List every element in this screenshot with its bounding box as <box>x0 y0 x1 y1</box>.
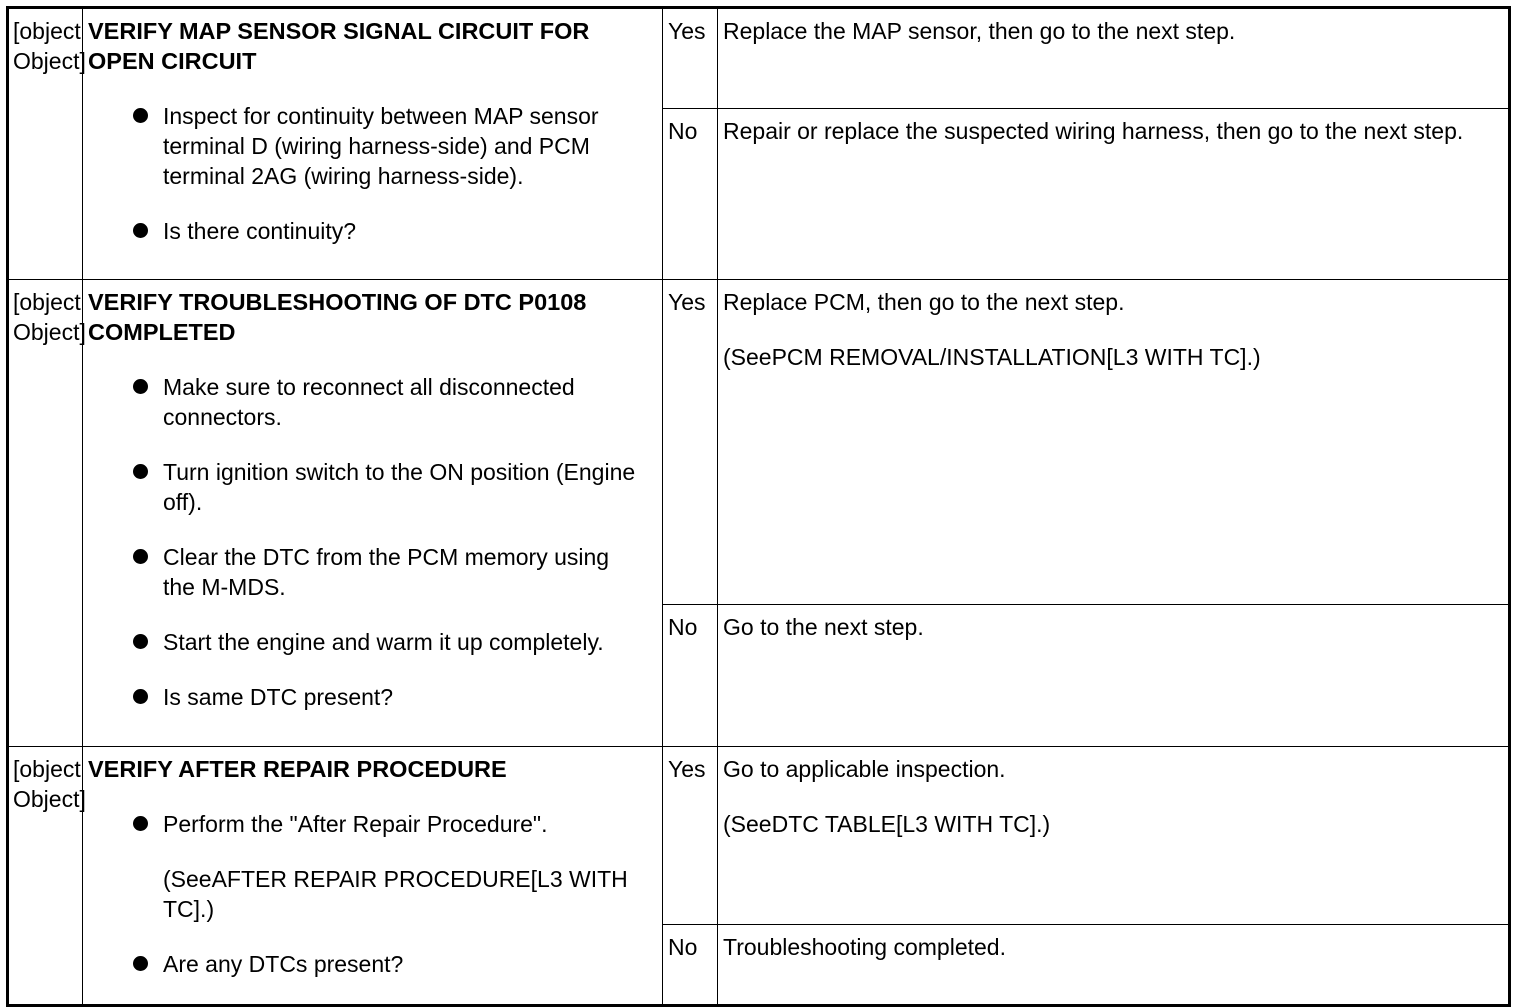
bullet-text: Clear the DTC from the PCM memory using the M-MDS. <box>163 544 610 600</box>
step-bullets <box>88 809 642 979</box>
result-yes: Yes <box>663 280 718 605</box>
bullet-text: Turn ignition switch to the ON position (Engine off). <box>163 459 636 515</box>
step-content <box>83 8 663 280</box>
bullet-text: Inspect for continuity between MAP sensor terminal D (wiring harness-side) and PCM terminal 2AG (wiring harness-side). <box>163 103 599 189</box>
list-item <box>88 216 642 246</box>
step-title: VERIFY AFTER REPAIR PROCEDURE <box>88 756 507 782</box>
list-item <box>88 542 642 602</box>
step-title: VERIFY MAP SENSOR SIGNAL CIRCUIT FOR OPEN CIRCUIT <box>88 18 590 74</box>
result-yes: Yes <box>663 747 718 925</box>
step-number: [object Object] <box>8 280 83 747</box>
bullet-icon <box>133 223 148 238</box>
result-no: No <box>663 605 718 747</box>
action-no <box>718 109 1510 280</box>
list-item <box>88 457 642 517</box>
reference-link[interactable]: (SeeAFTER REPAIR PROCEDURE[L3 WITH TC].) <box>163 866 628 922</box>
action-no <box>718 925 1510 1006</box>
bullet-text: Make sure to reconnect all disconnected connectors. <box>163 374 575 430</box>
step-number: [object Object] <box>8 8 83 280</box>
list-item <box>88 627 642 657</box>
action-no <box>718 605 1510 747</box>
list-item <box>88 101 642 191</box>
action-text: Repair or replace the suspected wiring harness, then go to the next step. <box>723 118 1464 144</box>
bullet-text: Perform the "After Repair Procedure". <box>163 811 548 837</box>
table-row <box>8 8 1510 109</box>
list-item <box>88 682 642 712</box>
action-yes <box>718 747 1510 925</box>
bullet-text: Is there continuity? <box>163 218 357 244</box>
bullet-icon <box>133 956 148 971</box>
step-bullets <box>88 101 642 246</box>
reference-link[interactable]: (SeePCM REMOVAL/INSTALLATION[L3 WITH TC].) <box>723 344 1261 370</box>
troubleshooting-table <box>6 6 1511 1007</box>
list-item <box>88 372 642 432</box>
action-yes <box>718 280 1510 605</box>
bullet-text: Are any DTCs present? <box>163 951 404 977</box>
table-row <box>8 280 1510 605</box>
bullet-text: Is same DTC present? <box>163 684 394 710</box>
list-item <box>88 949 642 979</box>
bullet-icon <box>133 634 148 649</box>
bullet-icon <box>133 108 148 123</box>
bullet-icon <box>133 549 148 564</box>
step-title: VERIFY TROUBLESHOOTING OF DTC P0108 COMPLETED <box>88 289 587 345</box>
step-content <box>83 747 663 1006</box>
bullet-icon <box>133 464 148 479</box>
bullet-text: Start the engine and warm it up completely. <box>163 629 604 655</box>
result-no: No <box>663 925 718 1006</box>
step-number: [object Object] <box>8 747 83 1006</box>
bullet-icon <box>133 816 148 831</box>
action-text: Troubleshooting completed. <box>723 934 1006 961</box>
action-text: Go to applicable inspection. <box>723 756 1006 782</box>
bullet-icon <box>133 689 148 704</box>
action-text: Go to the next step. <box>723 614 924 640</box>
reference-link[interactable]: (SeeDTC TABLE[L3 WITH TC].) <box>723 811 1051 837</box>
result-no: No <box>663 109 718 280</box>
action-text: Replace PCM, then go to the next step. <box>723 289 1125 315</box>
step-bullets <box>88 372 642 712</box>
action-yes <box>718 8 1510 109</box>
bullet-icon <box>133 379 148 394</box>
action-text: Replace the MAP sensor, then go to the next step. <box>723 18 1236 44</box>
result-yes: Yes <box>663 8 718 109</box>
table-row <box>8 747 1510 925</box>
list-item <box>88 809 642 924</box>
step-content <box>83 280 663 747</box>
